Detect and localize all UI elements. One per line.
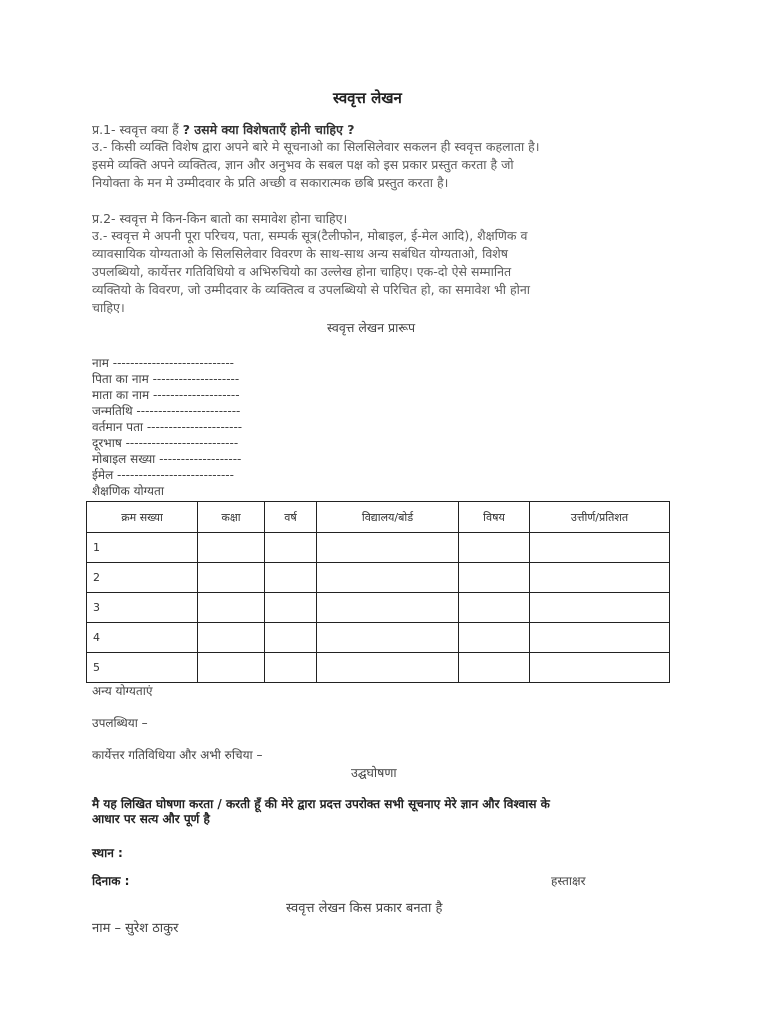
field-mobile: मोबाइल सख्या ------------------- xyxy=(92,452,242,466)
answer-1-line-1: उ.- किसी व्यक्ति विशेष द्वारा अपने बारे मे सूचनाओ का सिलसिलेवार सकलन ही स्ववृत्त कहलाता है। xyxy=(92,139,540,154)
row-number: 4 xyxy=(87,623,198,653)
table-cell xyxy=(317,623,459,653)
format-heading: स्ववृत्त लेखन प्रारूप xyxy=(327,320,416,335)
table-cell xyxy=(317,533,459,563)
table-row xyxy=(87,563,670,593)
row-number: 1 xyxy=(87,533,198,563)
table-cell xyxy=(265,623,317,653)
table-cell xyxy=(530,593,670,623)
answer-1-line-3: नियोक्ता के मन मे उम्मीदवार के प्रति अच्छी व सकारात्मक छबि प्रस्तुत करता है। xyxy=(92,175,449,190)
row-number: 2 xyxy=(87,563,198,593)
table-cell xyxy=(317,653,459,683)
table-cell xyxy=(265,533,317,563)
table-cell xyxy=(198,623,265,653)
table-cell xyxy=(198,593,265,623)
header-school-board: विद्यालय/बोर्ड xyxy=(317,502,459,533)
declaration-line-2: आधार पर सत्य और पूर्ण है xyxy=(92,812,210,826)
date-label: दिनाक : xyxy=(92,874,130,888)
page-title: स्ववृत्त लेखन xyxy=(333,89,402,107)
header-percentage: उत्तीर्ण/प्रतिशत xyxy=(530,502,670,533)
answer-2-line-3: उपलब्धियो, कार्येत्तर गतिविधियो व अभिरुचियो का उल्लेख होना चाहिए। एक-दो ऐसे सम्मानित xyxy=(92,264,512,279)
other-qualifications: अन्य योग्यताएं xyxy=(92,684,153,698)
field-phone: दूरभाष -------------------------- xyxy=(92,436,239,450)
header-year: वर्ष xyxy=(265,502,317,533)
answer-2-line-1: उ.- स्ववृत्त मे अपनी पूरा परिचय, पता, सम्पर्क सूत्र(टैलीफोन, मोबाइल, ई-मेल आदि), शैक्षणिक व xyxy=(92,228,528,243)
answer-2-line-4: व्यक्तियो के विवरण, जो उम्मीदवार के व्यक्तित्व व उपलब्धियो से परिचित हो, का समावेश भी होना xyxy=(92,282,531,297)
place-label: स्थान : xyxy=(92,846,123,860)
achievements: उपलब्धिया – xyxy=(92,716,148,730)
question-2-text: स्ववृत्त मे किन-किन बातो का समावेश होना चाहिए। xyxy=(119,211,348,226)
question-1 xyxy=(92,121,354,138)
question-1-text: स्ववृत्त क्या हैं xyxy=(119,122,179,137)
table-cell xyxy=(530,653,670,683)
extracurricular-activities: कार्येत्तर गतिविधिया और अभी रुचिया – xyxy=(92,748,263,762)
table-cell xyxy=(530,623,670,653)
field-education: शैक्षणिक योग्यता xyxy=(92,484,164,498)
field-name: नाम ---------------------------- xyxy=(92,356,235,370)
signature-label: हस्ताक्षर xyxy=(551,874,586,888)
table-cell xyxy=(459,623,530,653)
field-dob: जन्मतिथि ------------------------ xyxy=(92,404,241,418)
table-cell xyxy=(265,653,317,683)
field-address: वर्तमान पता ---------------------- xyxy=(92,420,243,434)
question-2-label: प्र.2- xyxy=(92,211,116,226)
row-number: 3 xyxy=(87,593,198,623)
table-row xyxy=(87,593,670,623)
table-cell xyxy=(530,533,670,563)
table-cell xyxy=(459,533,530,563)
table-cell xyxy=(317,593,459,623)
answer-1-line-2: इसमे व्यक्ति अपने व्यक्तित्व, ज्ञान और अनुभव के सबल पक्ष को इस प्रकार प्रस्तुत करता है जो xyxy=(92,157,514,172)
declaration-heading: उद्घघोषणा xyxy=(351,765,397,780)
table-row xyxy=(87,623,670,653)
table-cell xyxy=(265,593,317,623)
header-subject: विषय xyxy=(459,502,530,533)
author-name: नाम – सुरेश ठाकुर xyxy=(92,921,179,936)
row-number: 5 xyxy=(87,653,198,683)
answer-2-line-5: चाहिए। xyxy=(92,300,125,315)
header-serial: क्रम सख्या xyxy=(87,502,198,533)
question-1-text-part2: ? उसमे क्या विशेषताएँ होनी चाहिए ? xyxy=(182,122,355,137)
footer-heading: स्ववृत्त लेखन किस प्रकार बनता है xyxy=(286,901,443,916)
table-cell xyxy=(198,653,265,683)
table-cell xyxy=(265,563,317,593)
education-table xyxy=(86,501,670,683)
header-class: कक्षा xyxy=(198,502,265,533)
table-cell xyxy=(198,563,265,593)
table-row xyxy=(87,533,670,563)
question-1-label: प्र.1- xyxy=(92,122,116,137)
table-cell xyxy=(459,593,530,623)
answer-2-line-2: व्यावसायिक योग्यताओ के सिलसिलेवार विवरण के साथ-साथ अन्य सबंधित योग्यताओ, विशेष xyxy=(92,246,509,261)
table-cell xyxy=(317,563,459,593)
table-cell xyxy=(459,563,530,593)
table-cell xyxy=(198,533,265,563)
question-2 xyxy=(92,210,347,227)
field-father-name: पिता का नाम -------------------- xyxy=(92,372,240,386)
table-row xyxy=(87,653,670,683)
field-email: ईमेल --------------------------- xyxy=(92,468,234,482)
table-header-row xyxy=(87,502,670,533)
table-cell xyxy=(459,653,530,683)
declaration-line-1: मै यह लिखित घोषणा करता / करती हूँ की मेरे द्वारा प्रदत्त उपरोक्त सभी सूचनाए मेरे ज्ञान और विश्वास के xyxy=(92,797,550,811)
table-cell xyxy=(530,563,670,593)
field-mother-name: माता का नाम -------------------- xyxy=(92,388,240,402)
